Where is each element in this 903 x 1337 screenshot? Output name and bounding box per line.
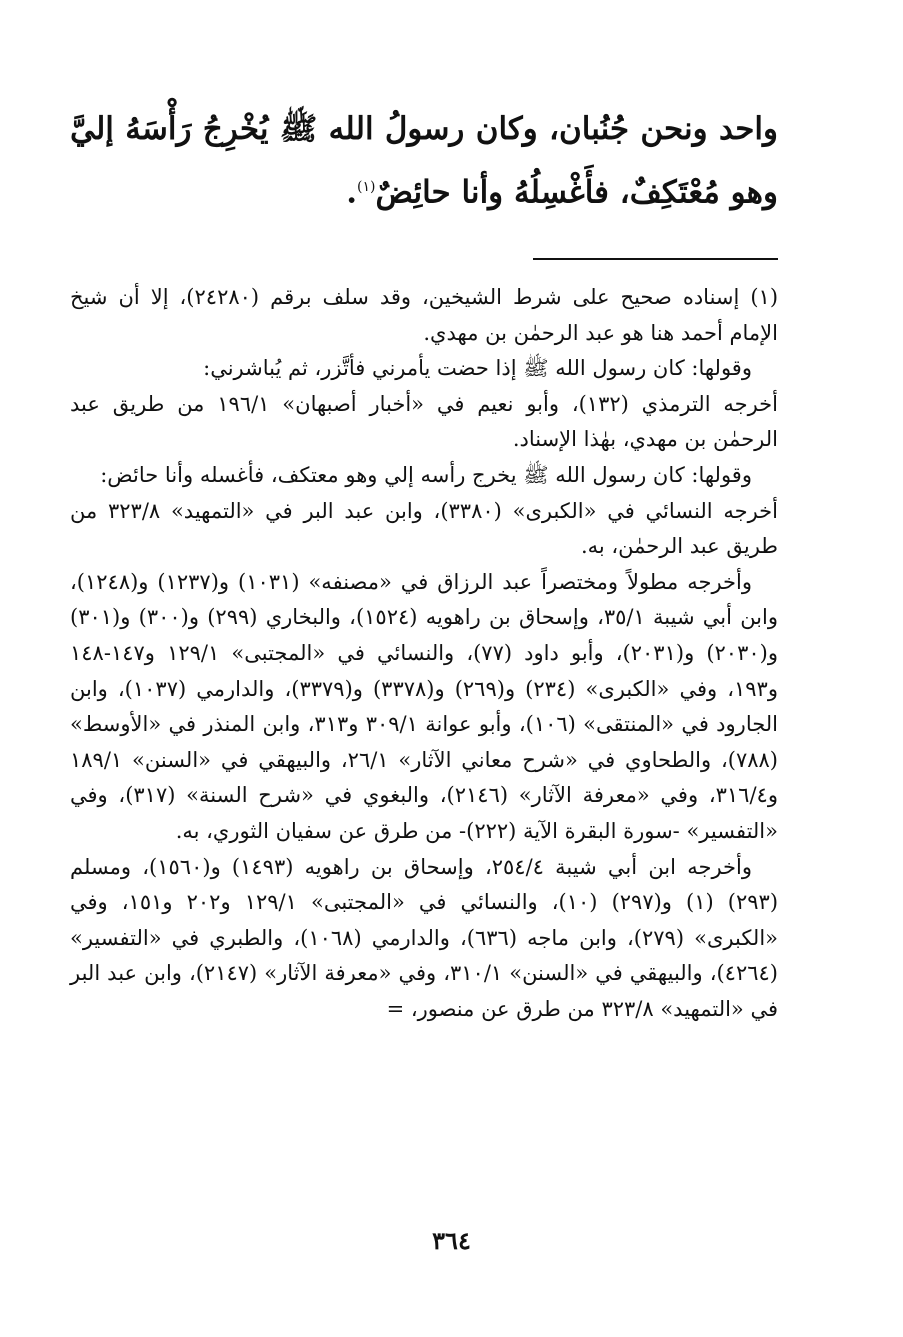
page-number: ٣٦٤ bbox=[432, 1226, 471, 1255]
main-end-mark: . bbox=[346, 174, 358, 211]
main-paragraph-text: واحد ونحن جُنُبان، وكان رسولُ الله ﷺ يُخْرِجُ رَأْسَهُ إليَّ وهو مُعْتَكِفٌ، فأَغْسِلُهُ وأنا حائِضٌ bbox=[70, 111, 778, 211]
main-paragraph bbox=[70, 100, 778, 221]
footnote-separator bbox=[533, 258, 778, 260]
footnote-paragraph: (١) إسناده صحيح على شرط الشيخين، وقد سلف برقم (٢٤٢٨٠)، إلا أن شيخ الإمام أحمد هنا هو عبد الرحمٰن بن مهدي. bbox=[70, 285, 779, 345]
footnote-paragraph: وأخرجه مطولاً ومختصراً عبد الرزاق في «مصنفه» (١٠٣١) و(١٢٣٧) و(١٢٤٨)، وابن أبي شيبة ٣٥/١، وإسحاق بن راهويه (١٥٢٤)، والبخاري (٢٩٩) و(٣٠٠) و(٣٠١) و(٢٠٣٠) و(٢٠٣١)، وأبو داود (٧٧)، والنسائي في «المجتبى» ١٢٩/١ و١٤٧-١٤٨ و١٩٣، وفي «الكبرى» (٢٣٤) و(٢٦٩) و(٣٣٧٨) و(٣٣٧٩)، والدارمي (١٠٣٧)، وابن الجارود في «المنتقى» (١٠٦)، وأبو عوانة ٣٠٩/١ و٣١٣، وابن المنذر في «الأوسط» (٧٨٨)، والطحاوي في «شرح معاني الآثار» ٢٦/١، والبيهقي في «السنن» ١٨٩/١ و٣١٦/٤، وفي «معرفة الآثار» (٢١٤٦)، والبغوي في «شرح السنة» (٣١٧)، وفي «التفسير» -سورة البقرة الآية (٢٢٢)- من طرق عن سفيان الثوري، به. bbox=[70, 569, 779, 843]
footnotes-block bbox=[70, 280, 778, 1027]
main-text-block bbox=[70, 100, 778, 221]
footnote-marker: (١) bbox=[357, 179, 376, 195]
footnote-paragraph: وقولها: كان رسول الله ﷺ إذا حضت يأمرني فأتَّزر، ثم يُباشرني: bbox=[203, 356, 752, 381]
footnote-paragraph: أخرجه النسائي في «الكبرى» (٣٣٨٠)، وابن عبد البر في «التمهيد» ٣٢٣/٨ من طريق عبد الرحمٰن، به. bbox=[70, 498, 778, 559]
footnote-paragraph: وأخرجه ابن أبي شيبة ٢٥٤/٤، وإسحاق بن راهويه (١٤٩٣) و(١٥٦٠)، ومسلم (٢٩٣) (١) و(٢٩٧) (١٠)، والنسائي في «المجتبى» ١٢٩/١ و٢٠٢ و١٥١، وفي «الكبرى» (٢٧٩)، وابن ماجه (٦٣٦)، والدارمي (١٠٦٨)، والطبري في «التفسير» (٤٢٦٤)، والبيهقي في «السنن» ٣١٠/١، وفي «معرفة الآثار» (٢١٤٧)، وابن عبد البر في «التمهيد» ٣٢٣/٨ من طرق عن منصور، = bbox=[70, 854, 779, 1021]
footnote-paragraph: وقولها: كان رسول الله ﷺ يخرج رأسه إلي وهو معتكف، فأغسله وأنا حائض: bbox=[100, 462, 752, 487]
footnote-paragraph: أخرجه الترمذي (١٣٢)، وأبو نعيم في «أخبار أصبهان» ١٩٦/١ من طريق عبد الرحمٰن بن مهدي، بهٰذا الإسناد. bbox=[70, 391, 778, 452]
